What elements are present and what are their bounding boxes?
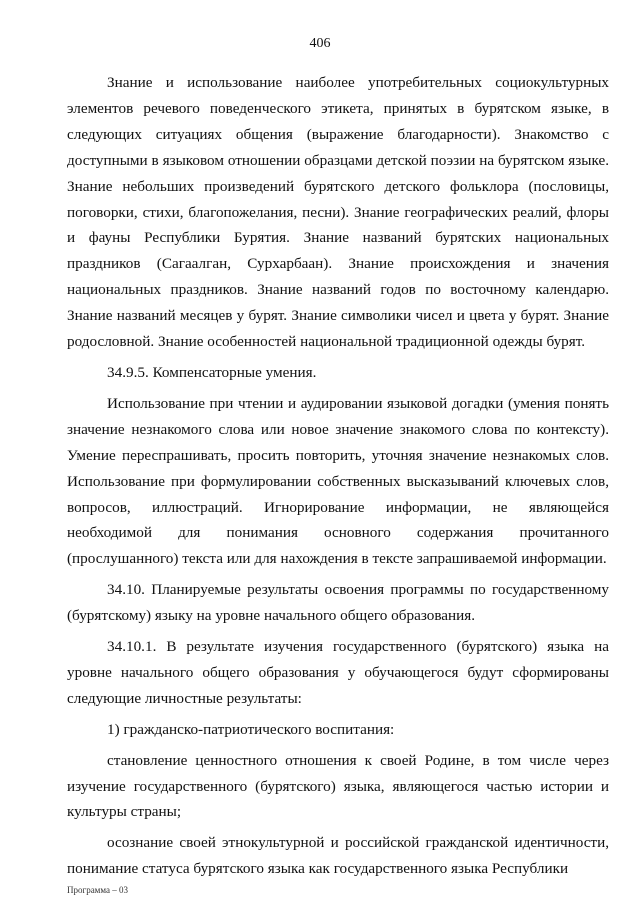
paragraph-personal-results-intro: 34.10.1. В результате изучения государственного (бурятского) языка на уровне начального общего образования у обучающегося будут сформированы следующие личностные результаты: (67, 638, 609, 707)
paragraph-civic-patriotic: 1) гражданско-патриотического воспитания: (107, 720, 395, 738)
paragraph-planned-results: 34.10. Планируемые результаты освоения программы по государственному (бурятскому) языку на уровне начального общего образования. (67, 581, 609, 625)
paragraph-identity-awareness: осознание своей этнокультурной и российской гражданской идентичности, понимание статуса бурятского языка как государственного языка Республики (67, 834, 609, 878)
page-number: 406 (309, 36, 331, 51)
paragraph-sociocultural-knowledge: Знание и использование наиболее употребительных социокультурных элементов речевого поведенческого этикета, принятых в бурятском языке, в следующих ситуациях общения (выражение благодарности). Знакомство с доступными в языковом отношении образцами детской поэзии на бурятском языке. Знание небольших произведений бурятского детского фольклора (пословицы, поговорки, стихи, благопожелания, песни). Знание географических реалий, флоры и фауны Республики Бурятия. Знание названий бурятских национальных праздников (Сагаалган, Сурхарбаан). Знание происхождения и значения национальных праздников. Знание названий годов по восточному календарю. Знание названий месяцев у бурят. Знание символики чисел и цвета у бурят. Знание родословной. Знание особенностей национальной традиционной одежды бурят. (67, 74, 609, 351)
body-text (67, 70, 609, 882)
paragraph-heading-compensatory-skills: 34.9.5. Компенсаторные умения. (107, 363, 317, 381)
footer-label: Программа – 03 (67, 885, 129, 895)
paragraph-compensatory-skills: Использование при чтении и аудировании языковой догадки (умения понять значение незнакомого слова или новое значение знакомого слова по контексту). Умение переспрашивать, просить повторить, уточняя значение незнакомых слов. Использование при формулировании собственных высказываний ключевых слов, вопросов, иллюстраций. Игнорирование информации, не являющейся необходимой для понимания основного содержания прочитанного (прослушанного) текста или для нахождения в тексте запрашиваемой информации. (67, 394, 609, 568)
paragraph-value-attitude: становление ценностного отношения к своей Родине, в том числе через изучение государственного (бурятского) языка, являющегося частью истории и культуры страны; (67, 751, 609, 821)
